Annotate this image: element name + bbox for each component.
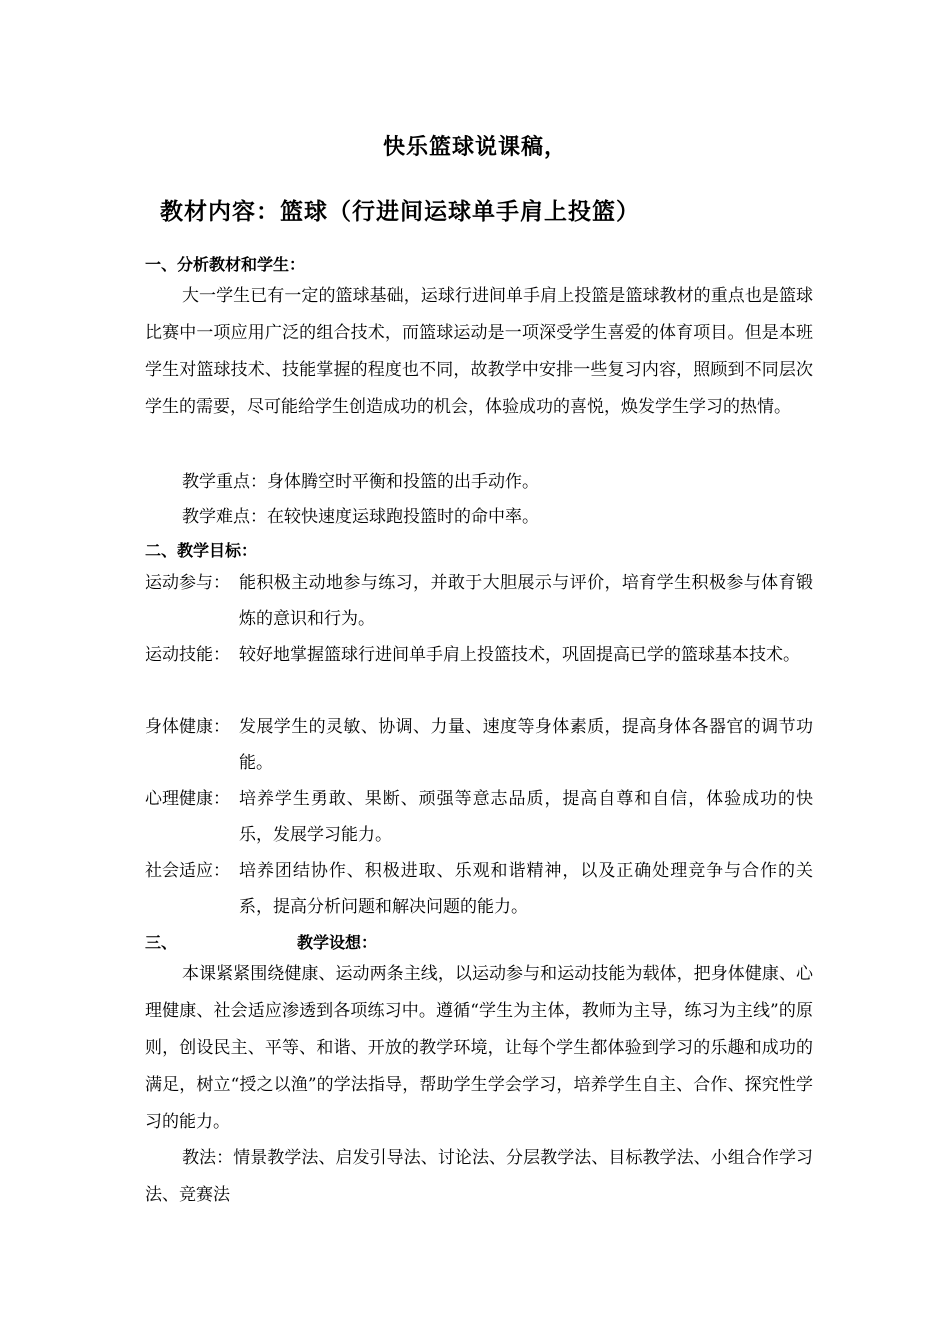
section-3-paragraph: 本课紧紧围绕健康、运动两条主线，以运动参与和运动技能为载体，把身体健康、心理健康、社会适应渗透到各项练习中。遵循“学生为主体，教师为主导，练习为主线”的原则，创设民主、平等、和谐、开放的教学环境，让每个学生都体验到学习的乐趣和成功的满足，树立“授之以渔”的学法指导，帮助学生学会学习，培养学生自主、合作、探究性学习的能力。 [145, 964, 813, 1132]
goal-item [145, 709, 813, 781]
document-title: 快乐篮球说课稿， [382, 135, 567, 160]
goal-text: 培养团结协作、积极进取、乐观和谐精神，以及正确处理竞争与合作的关系，提高分析问题和解决问题的能力。 [239, 861, 813, 917]
goal-item [145, 781, 813, 853]
goal-item [145, 565, 813, 637]
goal-text: 能积极主动地参与练习，并敢于大胆展示与评价，培育学生积极参与体育锻炼的意识和行为。 [239, 573, 813, 629]
teaching-difficulty: 教学难点：在较快速度运球跑投篮时的命中率。 [182, 507, 539, 527]
section-2-heading: 二、教学目标： [145, 541, 258, 560]
document-subtitle: 教材内容：篮球（行进间运球单手肩上投篮） [160, 199, 640, 225]
goal-label: 运动参与： [145, 573, 230, 593]
section-3-title: 教学设想： [297, 933, 378, 952]
goal-label: 社会适应： [145, 861, 230, 881]
goal-text: 培养学生勇敢、果断、顽强等意志品质，提高自尊和自信，体验成功的快乐，发展学习能力。 [239, 789, 813, 845]
section-1-heading: 一、分析教材和学生： [145, 255, 306, 274]
goal-text: 较好地掌握篮球行进间单手肩上投篮技术，巩固提高已学的篮球基本技术。 [239, 645, 800, 665]
goal-label: 心理健康： [145, 789, 230, 809]
teaching-key-point: 教学重点：身体腾空时平衡和投篮的出手动作。 [182, 472, 539, 492]
goal-label: 运动技能： [145, 645, 230, 665]
section-1-paragraph: 大一学生已有一定的篮球基础，运球行进间单手肩上投篮是篮球教材的重点也是篮球比赛中一项应用广泛的组合技术，而篮球运动是一项深受学生喜爱的体育项目。但是本班学生对篮球技术、技能掌握的程度也不同，故教学中安排一些复习内容，照顾到不同层次学生的需要，尽可能给学生创造成功的机会，体验成功的喜悦，焕发学生学习的热情。 [145, 286, 813, 417]
goal-label: 身体健康： [145, 717, 230, 737]
goal-text: 发展学生的灵敏、协调、力量、速度等身体素质，提高身体各器官的调节功能。 [239, 717, 813, 773]
teaching-methods: 教法：情景教学法、启发引导法、讨论法、分层教学法、目标教学法、小组合作学习法、竞赛法 [145, 1148, 813, 1205]
goal-item [145, 637, 813, 673]
section-3-number: 三、 [145, 933, 178, 952]
goal-item [145, 853, 813, 925]
